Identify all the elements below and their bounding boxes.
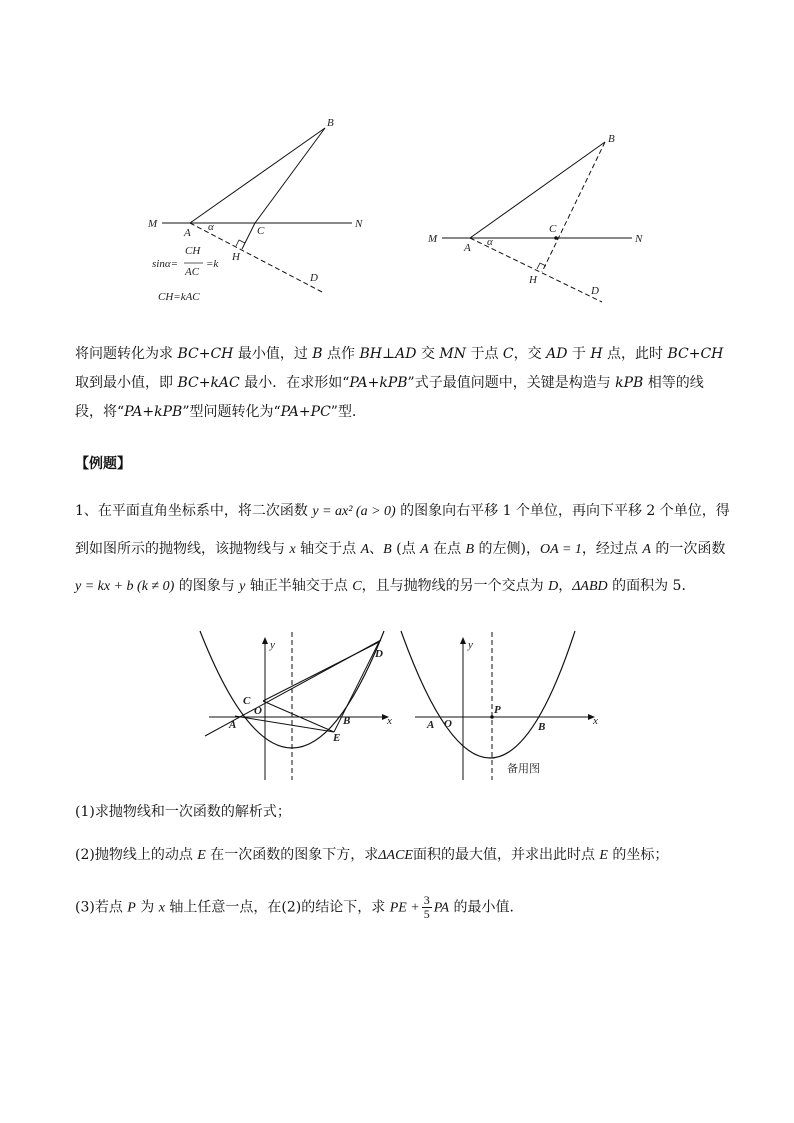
text: ”型问题转化为“ [182, 404, 281, 420]
math: PA [433, 900, 450, 916]
label-b: B [343, 715, 351, 727]
label-d: D [375, 648, 383, 660]
text: 最小值，过 [233, 346, 313, 362]
math: y = ax² (a > 0) [312, 504, 396, 519]
text: ，经过点 [581, 541, 643, 557]
figure-right [420, 128, 660, 308]
math: PE + [389, 900, 420, 916]
label-b: B [608, 133, 615, 145]
math: A [642, 542, 651, 557]
label-alpha: α [487, 236, 493, 248]
label-c: C [549, 223, 557, 235]
text: ⊥ [381, 346, 396, 362]
graph-right [397, 628, 607, 783]
text: 在一次函数的图象下方，求 [205, 847, 379, 863]
math: x [289, 542, 296, 557]
text: 的坐标； [607, 847, 669, 863]
text: 为 [135, 899, 159, 916]
math: BC+CH [667, 346, 724, 362]
text: 将问题转化为求 [75, 346, 178, 362]
math: E [599, 848, 608, 863]
segment-de [334, 642, 379, 732]
segment-cd [263, 642, 379, 701]
text: 在点 [428, 541, 466, 557]
math: MN [439, 346, 466, 362]
text: 面积的最大值，并求出此时点 [412, 847, 600, 863]
point-c [554, 236, 558, 240]
label-h: H [232, 251, 240, 263]
text: 的一次函数 [650, 541, 726, 557]
math: x [158, 900, 165, 916]
text: 相等的线段，将“ [75, 375, 704, 420]
math: ΔACE [378, 848, 413, 863]
label-a: A [184, 227, 191, 239]
text: 的最小值． [449, 899, 524, 916]
math: AD [546, 346, 568, 362]
text: 、 [369, 541, 384, 557]
math: PA+kPB [349, 375, 408, 391]
label-e: E [333, 732, 341, 744]
text: 于 [567, 346, 591, 362]
text: 的面积为 5． [607, 578, 696, 594]
text: 轴上任意一点，在(2)的结论下，求 [164, 899, 390, 916]
math: y = kx + b (k ≠ 0) [75, 579, 175, 594]
text: 1、在平面直角坐标系中，将二次函数 [75, 503, 313, 519]
label-m: M [148, 218, 158, 230]
label-c: C [257, 225, 265, 237]
example-heading: 【例题】 [75, 456, 131, 472]
parabola [401, 631, 575, 758]
text: ，交 [513, 346, 547, 362]
label-p: P [494, 704, 501, 716]
label-c: C [243, 695, 251, 707]
label-n: N [355, 218, 363, 230]
label-d: D [310, 272, 318, 284]
text: 点作 [322, 346, 360, 362]
math: PA+kPB [124, 404, 183, 420]
math: D [548, 579, 559, 594]
math: A [420, 542, 429, 557]
segment-bc [255, 128, 325, 223]
math: kPB [615, 375, 644, 391]
math: OA = 1 [540, 542, 582, 557]
text: 取到最小值，即 [75, 375, 178, 391]
math: E [197, 848, 206, 863]
text: ， [558, 578, 573, 594]
label-d: D [591, 285, 599, 297]
math: ΔABD [572, 579, 608, 594]
label-a: A [229, 719, 237, 731]
text: 于点 [466, 346, 503, 362]
text: (点 [391, 541, 421, 557]
numerator: 3 [423, 893, 430, 907]
math: H [590, 346, 603, 362]
question-1: (1)求抛物线和一次函数的解析式； [75, 804, 291, 820]
figure-left [140, 112, 380, 312]
text: ”型． [330, 404, 366, 420]
segment-bh-dashed [542, 142, 605, 272]
label-o: O [444, 718, 452, 730]
text: 交 [416, 346, 440, 362]
text: 的图象向右平移 1 个单位，再向下平移 2 个单位，得 [395, 503, 730, 519]
text: 到如图所示的抛物线，该抛物线与 [75, 541, 290, 557]
segment-ab [190, 128, 325, 223]
label-m: M [428, 233, 438, 245]
problem-line-2 [75, 539, 725, 560]
graph-left [197, 628, 402, 783]
explanation-paragraph [75, 340, 725, 427]
formula-sin-denominator: AC [185, 266, 200, 278]
text: 点，此时 [602, 346, 668, 362]
math: AD [395, 346, 417, 362]
y-axis-arrow [460, 637, 466, 644]
label-y: y [270, 639, 275, 651]
text: ，且与抛物线的另一个交点为 [361, 578, 549, 594]
label-x: x [593, 715, 598, 727]
question-3 [75, 894, 524, 921]
math: B [465, 542, 475, 557]
text: 最小．在求形如“ [239, 375, 350, 391]
formula-sin-suffix: =k [206, 258, 219, 270]
segment-ab [470, 142, 605, 238]
y-axis-arrow [262, 637, 268, 644]
question-2 [75, 845, 668, 866]
math: y [239, 579, 246, 594]
label-b: B [327, 117, 334, 129]
caption-backup-figure: 备用图 [507, 762, 540, 775]
math: C [502, 346, 514, 362]
denominator: 5 [423, 907, 430, 921]
label-b: B [538, 721, 546, 733]
label-o: O [254, 705, 262, 717]
math: BC+CH [177, 346, 234, 362]
text: 轴交于点 [295, 541, 361, 557]
math: C [352, 579, 362, 594]
formula-sin-numerator: CH [185, 245, 201, 257]
text: 的图象与 [174, 578, 240, 594]
math: B [312, 346, 323, 362]
formula-ch: CH=kAC [158, 291, 200, 303]
math: BC+kAC [177, 375, 240, 391]
math: BH [359, 346, 382, 362]
fraction-three-fifths [422, 894, 432, 921]
label-n: N [635, 233, 643, 245]
label-y: y [468, 639, 473, 651]
label-h: H [529, 274, 537, 286]
problem-line-3 [75, 576, 695, 597]
text: ”式子最值问题中，关键是构造与 [407, 375, 616, 391]
math: B [383, 542, 392, 557]
label-alpha: α [208, 221, 214, 233]
formula-sin-prefix: sinα= [152, 258, 179, 270]
text: (3)若点 [75, 899, 128, 916]
math: P [127, 900, 136, 916]
label-x: x [387, 715, 392, 727]
segment-ch [242, 223, 255, 249]
label-a: A [427, 719, 435, 731]
label-a: A [464, 242, 471, 254]
math: PA+PC [280, 404, 331, 420]
math: A [360, 542, 370, 557]
problem-line-1 [75, 501, 730, 522]
text: (2)抛物线上的动点 [75, 847, 198, 863]
text: 轴正半轴交于点 [245, 578, 353, 594]
text: 的左侧)， [474, 541, 541, 557]
